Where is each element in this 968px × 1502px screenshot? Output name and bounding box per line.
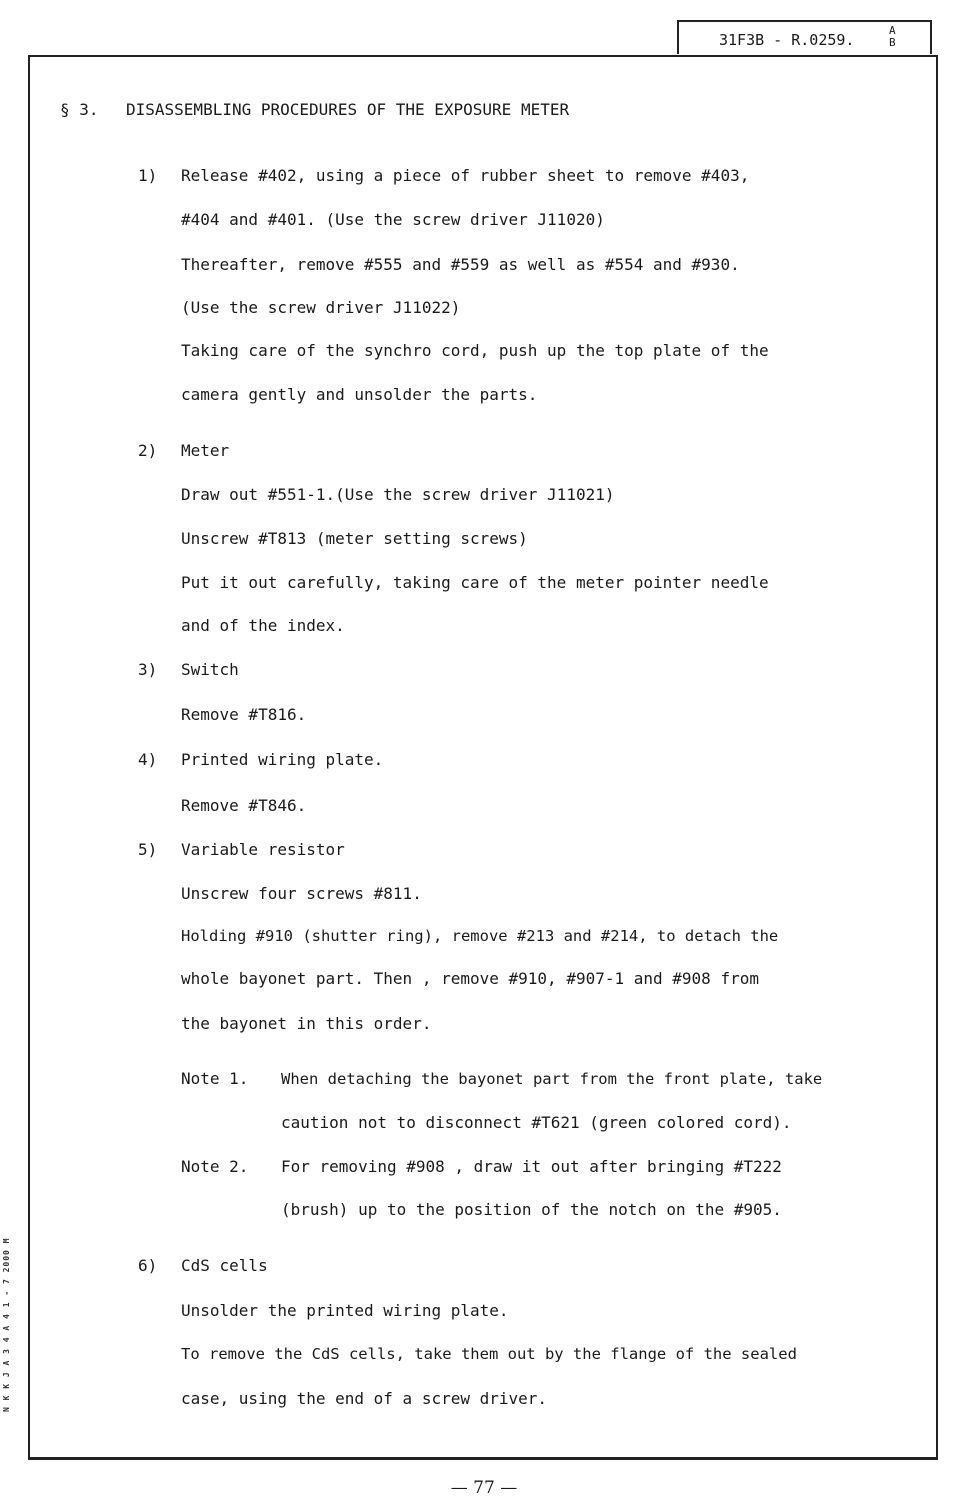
printer-stamp: N K K J A 3 4 A 4 1 - 7 2000 M — [2, 1237, 11, 1412]
item-line: the bayonet in this order. — [181, 1014, 432, 1033]
reference-fraction-top: A — [889, 24, 896, 37]
reference-code: 31F3B - R.0259. — [719, 31, 855, 49]
item-number: 5) — [138, 840, 158, 859]
item-line: and of the index. — [181, 616, 345, 635]
section-mark: § 3. — [60, 100, 99, 119]
document-reference-box — [677, 20, 932, 54]
item-line: Thereafter, remove #555 and #559 as well as #554 and #930. — [181, 255, 740, 274]
item-line: Draw out #551-1.(Use the screw driver J11021) — [181, 485, 615, 504]
reference-fraction-bottom: B — [889, 36, 896, 49]
item-heading: Meter — [181, 441, 230, 460]
item-line: case, using the end of a screw driver. — [181, 1389, 548, 1408]
note-label: Note 1. — [181, 1069, 249, 1088]
section-title: DISASSEMBLING PROCEDURES OF THE EXPOSURE METER — [126, 100, 570, 119]
item-line: Unsolder the printed wiring plate. — [181, 1301, 509, 1320]
item-line: Remove #T816. — [181, 705, 307, 724]
item-line: Release #402, using a piece of rubber sheet to remove #403, — [181, 166, 750, 185]
item-number: 4) — [138, 750, 158, 769]
item-line: To remove the CdS cells, take them out by the flange of the sealed — [181, 1345, 797, 1363]
item-heading: Variable resistor — [181, 840, 345, 859]
note-line: (brush) up to the position of the notch on the #905. — [281, 1200, 782, 1219]
item-line: Unscrew four screws #811. — [181, 884, 422, 903]
item-number: 2) — [138, 441, 158, 460]
item-line: camera gently and unsolder the parts. — [181, 385, 538, 404]
note-line: When detaching the bayonet part from the front plate, take — [281, 1070, 823, 1088]
item-line: whole bayonet part. Then , remove #910, #907-1 and #908 from — [181, 969, 759, 988]
note-label: Note 2. — [181, 1157, 249, 1176]
item-line: (Use the screw driver J11022) — [181, 298, 461, 317]
note-line: For removing #908 , draw it out after bringing #T222 — [281, 1157, 782, 1176]
note-line: caution not to disconnect #T621 (green colored cord). — [281, 1113, 792, 1132]
reference-fraction — [889, 25, 896, 49]
page-number: — 77 — — [450, 1478, 518, 1498]
item-line: Unscrew #T813 (meter setting screws) — [181, 529, 528, 548]
item-heading: CdS cells — [181, 1256, 268, 1275]
item-heading: Printed wiring plate. — [181, 750, 384, 769]
item-line: Holding #910 (shutter ring), remove #213 and #214, to detach the — [181, 927, 779, 945]
item-line: Remove #T846. — [181, 796, 307, 815]
item-heading: Switch — [181, 660, 239, 679]
item-number: 6) — [138, 1256, 158, 1275]
item-line: Taking care of the synchro cord, push up the top plate of the — [181, 341, 769, 360]
item-line: Put it out carefully, taking care of the meter pointer needle — [181, 573, 769, 592]
item-number: 3) — [138, 660, 158, 679]
item-number: 1) — [138, 166, 158, 185]
item-line: #404 and #401. (Use the screw driver J11020) — [181, 210, 605, 229]
